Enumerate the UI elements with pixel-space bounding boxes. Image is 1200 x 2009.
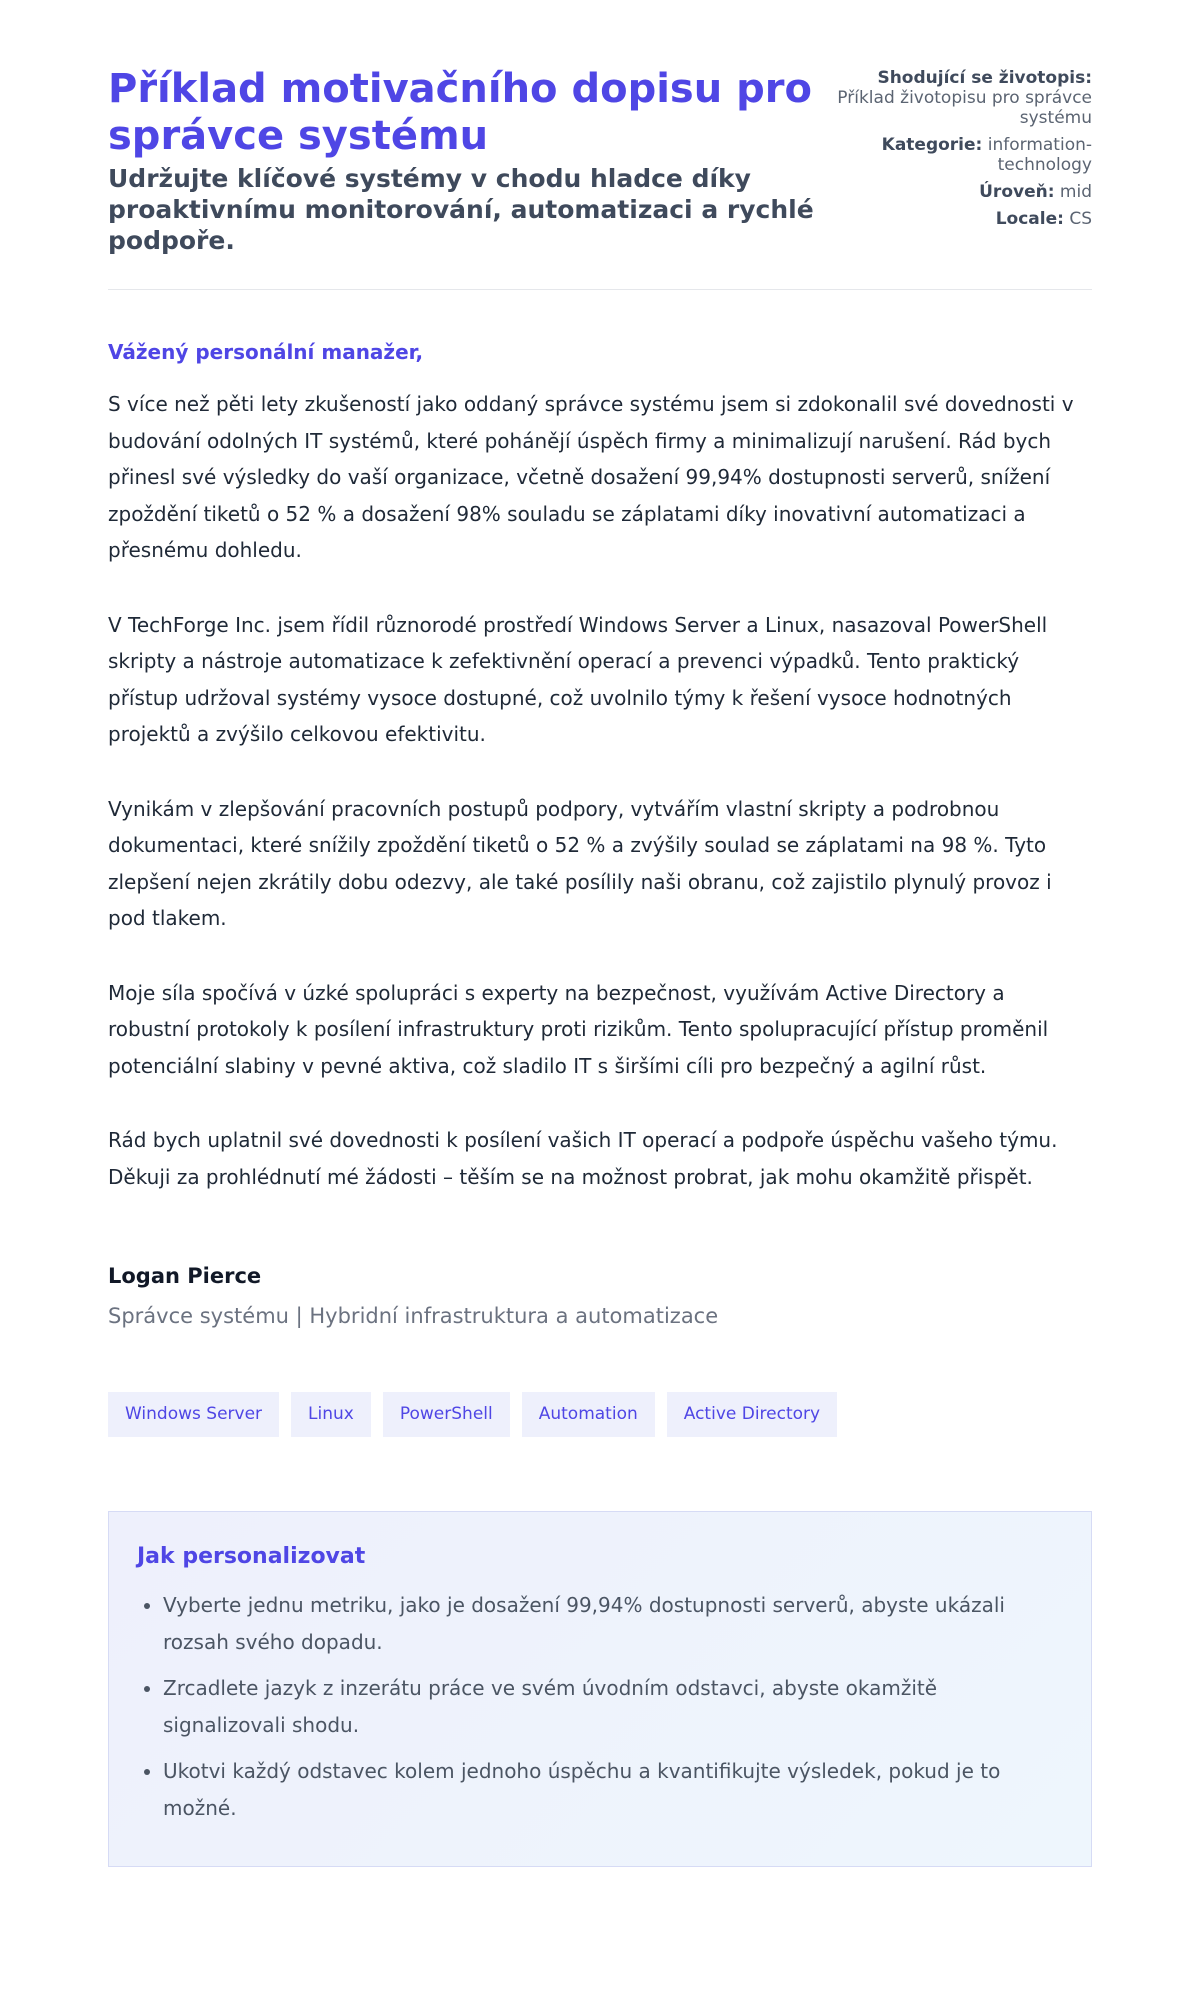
meta-resume	[824, 68, 1092, 128]
signature-name: Logan Pierce	[108, 1264, 262, 1288]
header-titles	[108, 66, 824, 256]
tip-item: • Vyberte jednu metriku, jako je dosažení 99,94% dostupnosti serverů, abyste ukázali rozsah svého dopadu.	[163, 1587, 1063, 1660]
letter-body	[108, 386, 1092, 1195]
letter-paragraph: Rád bych uplatnil své dovednosti k posílení vašich IT operací a podpoře úspěchu vašeho týmu. Děkuji za prohlédnutí mé žádosti – těším se na možnost probrat, jak mohu okamžitě přispět.	[108, 1128, 1058, 1189]
letter-paragraph: Moje síla spočívá v úzké spolupráci s experty na bezpečnost, využívám Active Directory a robustní protokoly k posílení infrastruktury proti rizikům. Tento spolupracující přístup proměnil potenciální slabiny v pevné aktiva, což sladilo IT s širšími cíli pro bezpečný a agilní růst.	[108, 980, 1049, 1078]
personalization-tips	[108, 1511, 1092, 1867]
meta-locale	[824, 209, 1092, 229]
skill-tag: PowerShell	[383, 1392, 510, 1437]
letter-paragraph: V TechForge Inc. jsem řídil různorodé prostředí Windows Server a Linux, nasazoval PowerShell skripty a nástroje automatizace k zefektivnění operací a prevenci výpadků. Tento praktický přístup udržoval systémy vysoce dostupné, což uvolnilo týmy k řešení vysoce hodnotných projektů a zvýšilo celkovou efektivitu.	[108, 612, 1048, 746]
meta-level-value: mid	[1059, 182, 1092, 202]
tips-title: Jak personalizovat	[137, 1544, 366, 1569]
skill-tag: Active Directory	[667, 1392, 837, 1437]
signature	[108, 1264, 1092, 1328]
page-header	[108, 66, 1092, 256]
skill-tag: Automation	[522, 1392, 655, 1437]
page-title: Příklad motivačního dopisu pro správce systému	[108, 66, 812, 159]
meta-category-label: Kategorie:	[881, 135, 983, 155]
meta-level	[824, 182, 1092, 202]
meta-category	[824, 135, 1092, 175]
meta-panel	[824, 66, 1092, 236]
meta-category-value: information-technology	[987, 135, 1092, 175]
skill-tags	[108, 1392, 1092, 1437]
meta-resume-label: Shodující se životopis:	[877, 68, 1092, 88]
skill-tag: Windows Server	[108, 1392, 279, 1437]
meta-resume-link[interactable]: Příklad životopisu pro správce systému	[837, 88, 1092, 128]
meta-locale-value: CS	[1069, 209, 1092, 229]
page-subtitle: Udržujte klíčové systémy v chodu hladce díky proaktivnímu monitorování, automatizaci a rychlé podpoře.	[108, 164, 814, 255]
skill-tag: Linux	[291, 1392, 371, 1437]
tip-item: • Zrcadlete jazyk z inzerátu práce ve svém úvodním odstavci, abyste okamžitě signalizovali shodu.	[163, 1670, 1063, 1743]
letter-paragraph: S více než pěti lety zkušeností jako oddaný správce systému jsem si zdokonalil své dovednosti v budování odolných IT systémů, které pohánějí úspěch firmy a minimalizují narušení. Rád bych přinesl své výsledky do vaší organizace, včetně dosažení 99,94% dostupnosti serverů, snížení zpoždění tiketů o 52 % a dosažení 98% souladu se záplatami díky inovativní automatizaci a přesnému dohledu.	[108, 392, 1074, 562]
signature-role: Správce systému | Hybridní infrastruktura a automatizace	[108, 1304, 719, 1328]
meta-level-label: Úroveň:	[979, 182, 1055, 202]
tip-item: • Ukotvi každý odstavec kolem jednoho úspěchu a kvantifikujte výsledek, pokud je to možné.	[163, 1753, 1063, 1826]
letter-paragraph: Vynikám v zlepšování pracovních postupů podpory, vytvářím vlastní skripty a podrobnou dokumentaci, které snížily zpoždění tiketů o 52 % a zvýšily soulad se záplatami na 98 %. Tyto zlepšení nejen zkrátily dobu odezvy, ale také posílily naši obranu, což zajistilo plynulý provoz i pod tlakem.	[108, 796, 1052, 930]
meta-locale-label: Locale:	[995, 209, 1064, 229]
letter-salutation: Vážený personální manažer,	[108, 340, 424, 364]
tips-list	[137, 1587, 1063, 1826]
header-divider	[108, 289, 1092, 290]
